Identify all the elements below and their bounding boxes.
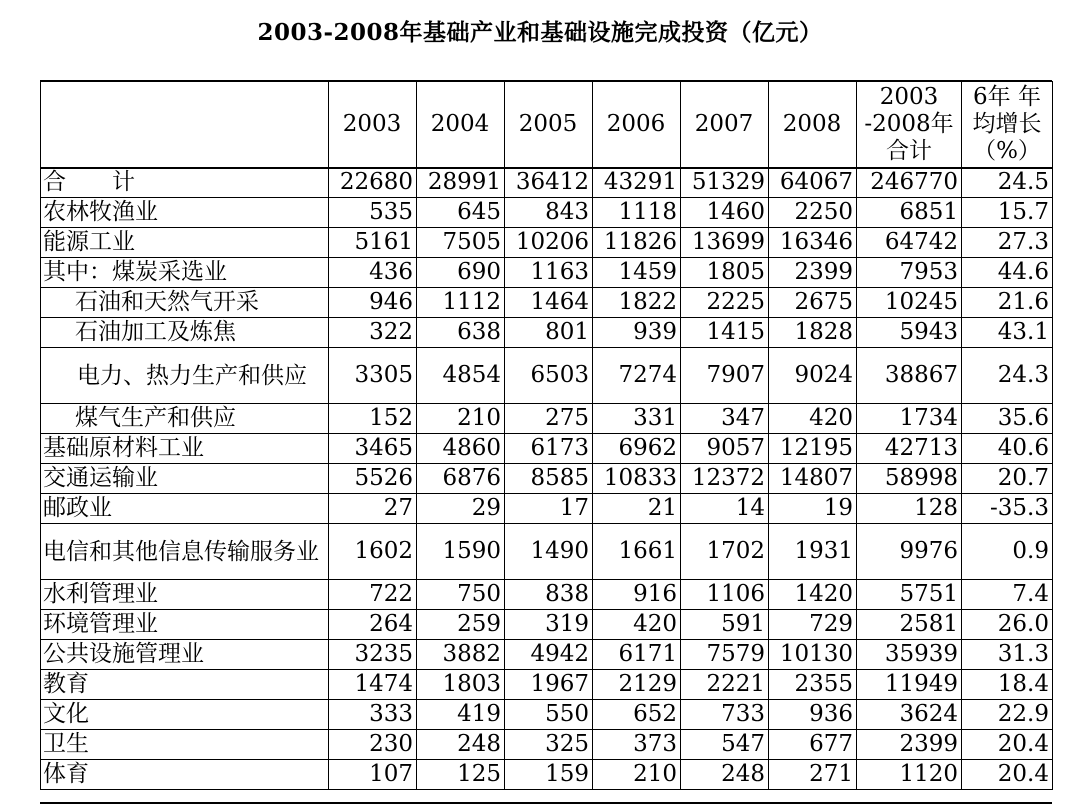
- total-value-cell: 10245: [857, 288, 962, 318]
- year-value-cell: 17: [505, 494, 593, 524]
- year-value-cell: 1420: [769, 580, 857, 610]
- growth-value-cell: 20.4: [962, 730, 1053, 760]
- total-value-cell: 58998: [857, 464, 962, 494]
- year-value-cell: 419: [417, 700, 505, 730]
- year-value-cell: 1931: [769, 524, 857, 580]
- year-value-cell: 722: [329, 580, 417, 610]
- table-row: [41, 610, 1053, 640]
- growth-value-cell: 0.9: [962, 524, 1053, 580]
- year-value-cell: 547: [681, 730, 769, 760]
- year-value-cell: 1702: [681, 524, 769, 580]
- year-value-cell: 677: [769, 730, 857, 760]
- year-value-cell: 2129: [593, 670, 681, 700]
- growth-value-cell: 18.4: [962, 670, 1053, 700]
- year-value-cell: 12195: [769, 434, 857, 464]
- year-value-cell: 750: [417, 580, 505, 610]
- year-value-cell: 591: [681, 610, 769, 640]
- header-year: 2006: [593, 82, 681, 168]
- year-value-cell: 4860: [417, 434, 505, 464]
- year-value-cell: 1464: [505, 288, 593, 318]
- year-value-cell: 6503: [505, 348, 593, 404]
- year-value-cell: 1967: [505, 670, 593, 700]
- row-label: 煤气生产和供应: [41, 404, 329, 434]
- growth-value-cell: 44.6: [962, 258, 1053, 288]
- year-value-cell: 6173: [505, 434, 593, 464]
- year-value-cell: 1112: [417, 288, 505, 318]
- year-value-cell: 939: [593, 318, 681, 348]
- year-value-cell: 6962: [593, 434, 681, 464]
- total-value-cell: 35939: [857, 640, 962, 670]
- table-row: [41, 198, 1053, 228]
- year-value-cell: 801: [505, 318, 593, 348]
- year-value-cell: 22680: [329, 168, 417, 198]
- total-value-cell: 1120: [857, 760, 962, 790]
- year-value-cell: 4942: [505, 640, 593, 670]
- year-value-cell: 1828: [769, 318, 857, 348]
- row-label: 水利管理业: [41, 580, 329, 610]
- row-label: 电信和其他信息传输服务业: [41, 524, 329, 580]
- header-row: [41, 82, 1053, 168]
- table-row: [41, 580, 1053, 610]
- year-value-cell: 535: [329, 198, 417, 228]
- year-value-cell: 152: [329, 404, 417, 434]
- table-row: [41, 730, 1053, 760]
- year-value-cell: 946: [329, 288, 417, 318]
- year-value-cell: 5161: [329, 228, 417, 258]
- table-row: [41, 700, 1053, 730]
- year-value-cell: 936: [769, 700, 857, 730]
- year-value-cell: 733: [681, 700, 769, 730]
- year-value-cell: 1822: [593, 288, 681, 318]
- row-label: 能源工业: [41, 228, 329, 258]
- table-row: [41, 760, 1053, 790]
- row-label: 环境管理业: [41, 610, 329, 640]
- year-value-cell: 4854: [417, 348, 505, 404]
- year-value-cell: 638: [417, 318, 505, 348]
- growth-value-cell: 20.4: [962, 760, 1053, 790]
- header-year: 2007: [681, 82, 769, 168]
- year-value-cell: 51329: [681, 168, 769, 198]
- total-value-cell: 246770: [857, 168, 962, 198]
- row-label: 教育: [41, 670, 329, 700]
- row-label: 合 计: [41, 168, 329, 198]
- header-growth: 6年 年均增长 （%）: [962, 82, 1053, 168]
- table-row: [41, 228, 1053, 258]
- growth-value-cell: 24.5: [962, 168, 1053, 198]
- year-value-cell: 271: [769, 760, 857, 790]
- total-value-cell: 42713: [857, 434, 962, 464]
- year-value-cell: 7505: [417, 228, 505, 258]
- year-value-cell: 107: [329, 760, 417, 790]
- total-value-cell: 5943: [857, 318, 962, 348]
- row-label: 卫生: [41, 730, 329, 760]
- total-value-cell: 11949: [857, 670, 962, 700]
- year-value-cell: 420: [593, 610, 681, 640]
- year-value-cell: 10206: [505, 228, 593, 258]
- year-value-cell: 420: [769, 404, 857, 434]
- total-value-cell: 9976: [857, 524, 962, 580]
- growth-value-cell: 22.9: [962, 700, 1053, 730]
- year-value-cell: 1803: [417, 670, 505, 700]
- table-row: [41, 258, 1053, 288]
- row-label: 邮政业: [41, 494, 329, 524]
- total-value-cell: 38867: [857, 348, 962, 404]
- year-value-cell: 3882: [417, 640, 505, 670]
- year-value-cell: 8585: [505, 464, 593, 494]
- year-value-cell: 125: [417, 760, 505, 790]
- year-value-cell: 2675: [769, 288, 857, 318]
- year-value-cell: 1490: [505, 524, 593, 580]
- year-value-cell: 210: [417, 404, 505, 434]
- growth-value-cell: 35.6: [962, 404, 1053, 434]
- year-value-cell: 230: [329, 730, 417, 760]
- table-row: [41, 640, 1053, 670]
- header-year: 2004: [417, 82, 505, 168]
- year-value-cell: 333: [329, 700, 417, 730]
- table-row: [41, 434, 1053, 464]
- year-value-cell: 2221: [681, 670, 769, 700]
- total-value-cell: 7953: [857, 258, 962, 288]
- year-value-cell: 16346: [769, 228, 857, 258]
- total-value-cell: 2581: [857, 610, 962, 640]
- year-value-cell: 3235: [329, 640, 417, 670]
- year-value-cell: 319: [505, 610, 593, 640]
- row-label: 石油加工及炼焦: [41, 318, 329, 348]
- growth-value-cell: 15.7: [962, 198, 1053, 228]
- year-value-cell: 9024: [769, 348, 857, 404]
- table-row: [41, 494, 1053, 524]
- year-value-cell: 259: [417, 610, 505, 640]
- row-label: 农林牧渔业: [41, 198, 329, 228]
- year-value-cell: 11826: [593, 228, 681, 258]
- year-value-cell: 159: [505, 760, 593, 790]
- header-corner: [41, 82, 329, 168]
- year-value-cell: 248: [417, 730, 505, 760]
- year-value-cell: 1415: [681, 318, 769, 348]
- row-label: 交通运输业: [41, 464, 329, 494]
- year-value-cell: 1602: [329, 524, 417, 580]
- table-row: [41, 404, 1053, 434]
- year-value-cell: 6876: [417, 464, 505, 494]
- table-title: 2003-2008年基础产业和基础设施完成投资（亿元）: [257, 19, 823, 46]
- year-value-cell: 690: [417, 258, 505, 288]
- year-value-cell: 264: [329, 610, 417, 640]
- total-value-cell: 6851: [857, 198, 962, 228]
- total-value-cell: 2399: [857, 730, 962, 760]
- growth-value-cell: 40.6: [962, 434, 1053, 464]
- year-value-cell: 6171: [593, 640, 681, 670]
- year-value-cell: 19: [769, 494, 857, 524]
- total-value-cell: 128: [857, 494, 962, 524]
- year-value-cell: 2225: [681, 288, 769, 318]
- header-year: 2003: [329, 82, 417, 168]
- year-value-cell: 275: [505, 404, 593, 434]
- table-row: [41, 670, 1053, 700]
- table-row: [41, 168, 1053, 198]
- year-value-cell: 843: [505, 198, 593, 228]
- year-value-cell: 322: [329, 318, 417, 348]
- year-value-cell: 838: [505, 580, 593, 610]
- year-value-cell: 210: [593, 760, 681, 790]
- row-label: 电力、热力生产和供应: [41, 348, 329, 404]
- year-value-cell: 1805: [681, 258, 769, 288]
- year-value-cell: 645: [417, 198, 505, 228]
- row-label: 基础原材料工业: [41, 434, 329, 464]
- top-rule: [40, 80, 1052, 82]
- year-value-cell: 64067: [769, 168, 857, 198]
- year-value-cell: 1106: [681, 580, 769, 610]
- growth-value-cell: 31.3: [962, 640, 1053, 670]
- table-row: [41, 464, 1053, 494]
- investment-table: [40, 81, 1053, 790]
- row-label: 其中：煤炭采选业: [41, 258, 329, 288]
- row-label: 公共设施管理业: [41, 640, 329, 670]
- year-value-cell: 29: [417, 494, 505, 524]
- year-value-cell: 43291: [593, 168, 681, 198]
- header-total: 2003 -2008年 合计: [857, 82, 962, 168]
- year-value-cell: 916: [593, 580, 681, 610]
- year-value-cell: 2399: [769, 258, 857, 288]
- total-value-cell: 5751: [857, 580, 962, 610]
- year-value-cell: 27: [329, 494, 417, 524]
- total-value-cell: 1734: [857, 404, 962, 434]
- year-value-cell: 1118: [593, 198, 681, 228]
- year-value-cell: 12372: [681, 464, 769, 494]
- year-value-cell: 10833: [593, 464, 681, 494]
- year-value-cell: 1474: [329, 670, 417, 700]
- header-year: 2005: [505, 82, 593, 168]
- year-value-cell: 3305: [329, 348, 417, 404]
- row-label: 文化: [41, 700, 329, 730]
- year-value-cell: 550: [505, 700, 593, 730]
- year-value-cell: 36412: [505, 168, 593, 198]
- growth-value-cell: 20.7: [962, 464, 1053, 494]
- year-value-cell: 1590: [417, 524, 505, 580]
- row-label: 石油和天然气开采: [41, 288, 329, 318]
- row-label: 体育: [41, 760, 329, 790]
- year-value-cell: 9057: [681, 434, 769, 464]
- growth-value-cell: 24.3: [962, 348, 1053, 404]
- year-value-cell: 1459: [593, 258, 681, 288]
- growth-value-cell: 43.1: [962, 318, 1053, 348]
- year-value-cell: 373: [593, 730, 681, 760]
- year-value-cell: 436: [329, 258, 417, 288]
- table-row: [41, 288, 1053, 318]
- year-value-cell: 14: [681, 494, 769, 524]
- growth-value-cell: 7.4: [962, 580, 1053, 610]
- growth-value-cell: 27.3: [962, 228, 1053, 258]
- year-value-cell: 10130: [769, 640, 857, 670]
- year-value-cell: 331: [593, 404, 681, 434]
- bottom-rule: [40, 802, 1052, 804]
- table-row: [41, 318, 1053, 348]
- year-value-cell: 1661: [593, 524, 681, 580]
- year-value-cell: 21: [593, 494, 681, 524]
- total-value-cell: 3624: [857, 700, 962, 730]
- year-value-cell: 1163: [505, 258, 593, 288]
- year-value-cell: 325: [505, 730, 593, 760]
- year-value-cell: 652: [593, 700, 681, 730]
- year-value-cell: 3465: [329, 434, 417, 464]
- year-value-cell: 14807: [769, 464, 857, 494]
- table-row: [41, 524, 1053, 580]
- growth-value-cell: 26.0: [962, 610, 1053, 640]
- year-value-cell: 729: [769, 610, 857, 640]
- year-value-cell: 7274: [593, 348, 681, 404]
- table-row: [41, 348, 1053, 404]
- year-value-cell: 7907: [681, 348, 769, 404]
- year-value-cell: 7579: [681, 640, 769, 670]
- year-value-cell: 2250: [769, 198, 857, 228]
- year-value-cell: 28991: [417, 168, 505, 198]
- header-year: 2008: [769, 82, 857, 168]
- year-value-cell: 5526: [329, 464, 417, 494]
- year-value-cell: 13699: [681, 228, 769, 258]
- year-value-cell: 2355: [769, 670, 857, 700]
- year-value-cell: 1460: [681, 198, 769, 228]
- growth-value-cell: 21.6: [962, 288, 1053, 318]
- growth-value-cell: -35.3: [962, 494, 1053, 524]
- total-value-cell: 64742: [857, 228, 962, 258]
- year-value-cell: 248: [681, 760, 769, 790]
- year-value-cell: 347: [681, 404, 769, 434]
